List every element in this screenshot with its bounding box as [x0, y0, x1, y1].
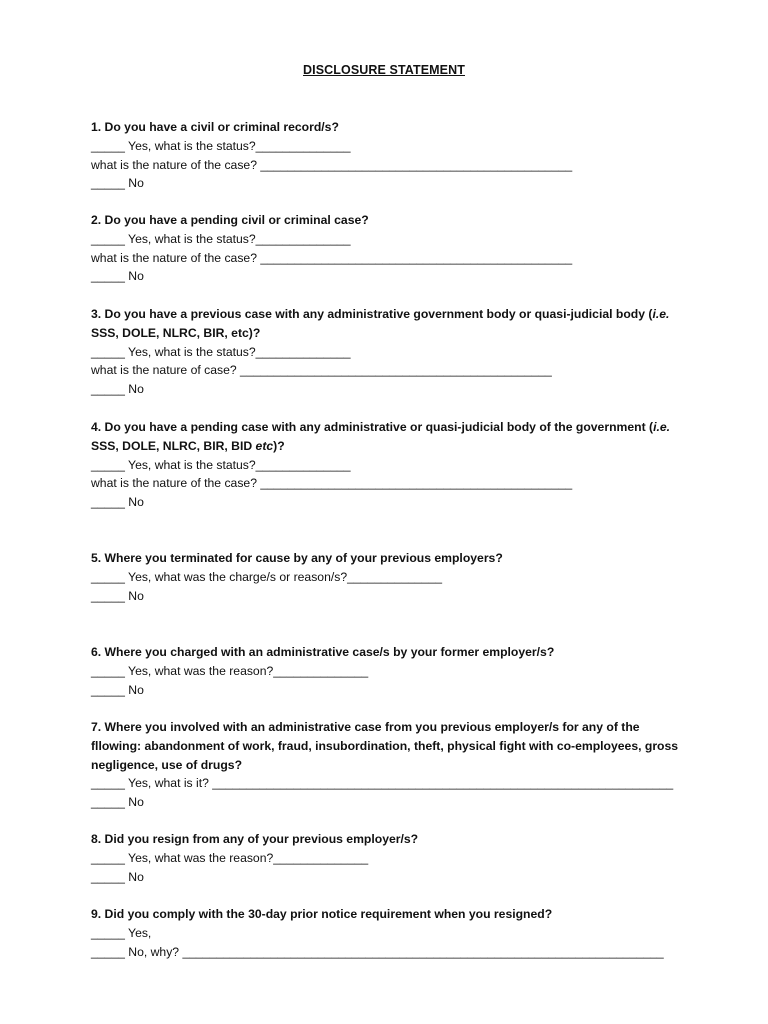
question-text-line-3: negligence, use of drugs?	[91, 757, 243, 772]
question-text: 6. Where you charged with an administrative case/s by your former employer/s?	[91, 645, 555, 659]
answer-no-line: _____ No	[91, 176, 144, 191]
question-7	[91, 718, 691, 812]
question-text-italic: i.e.	[653, 420, 671, 434]
question-text-italic: i.e.	[652, 307, 670, 321]
question-3	[91, 305, 691, 399]
question-text-line-2: fllowing: abandonment of work, fraud, insubordination, theft, physical fight with co-employees, gross	[91, 738, 679, 753]
question-text-italic: etc	[255, 438, 274, 453]
question-2	[91, 211, 691, 286]
question-9	[91, 905, 691, 961]
question-text-line-2: SSS, DOLE, NLRC, BIR, etc)?	[91, 325, 261, 340]
question-4	[91, 418, 691, 512]
answer-no-line: _____ No	[91, 382, 144, 397]
question-text-line-2	[91, 437, 691, 456]
answer-yes-line: _____ Yes, what was the reason?______________	[91, 850, 369, 865]
answer-yes-line: _____ Yes, what was the charge/s or reason/s?______________	[91, 569, 442, 584]
question-text: 8. Did you resign from any of your previous employer/s?	[91, 832, 419, 846]
answer-no-line: _____ No	[91, 495, 144, 510]
answer-yes-line: _____ Yes,	[91, 925, 152, 940]
question-text-part: 3. Do you have a previous case with any administrative government body or quasi-judicial body (	[91, 307, 653, 321]
answer-yes-line: _____ Yes, what was the reason?______________	[91, 663, 369, 678]
question-text-part: SSS, DOLE, NLRC, BIR, BID	[91, 438, 256, 453]
answer-yes-line: _____ Yes, what is the status?______________	[91, 457, 351, 472]
nature-of-case-line: what is the nature of the case? ______________________________________________	[91, 476, 573, 491]
answer-yes-line: _____ Yes, what is the status?______________	[91, 138, 351, 153]
answer-no-line: _____ No	[91, 269, 144, 284]
question-text-line-1	[91, 418, 691, 437]
question-8	[91, 830, 691, 886]
question-text-part: 4. Do you have a pending case with any administrative or quasi-judicial body of the government (	[91, 420, 654, 434]
answer-no-line: _____ No	[91, 869, 144, 884]
question-6	[91, 643, 691, 699]
question-text-line-1	[91, 305, 691, 324]
answer-yes-line: _____ Yes, what is the status?______________	[91, 344, 351, 359]
answer-yes-line: _____ Yes, what is it? ____________________________________________________________________	[91, 776, 674, 791]
question-text-part: )?	[273, 438, 285, 453]
question-text: 5. Where you terminated for cause by any of your previous employers?	[91, 551, 503, 565]
nature-of-case-line: what is the nature of the case? ______________________________________________	[91, 157, 573, 172]
nature-of-case-line: what is the nature of case? ______________________________________________	[91, 363, 552, 378]
question-text-line-1: 7. Where you involved with an administrative case from you previous employer/s for any of the	[91, 720, 640, 734]
document-title: DISCLOSURE STATEMENT	[303, 63, 465, 77]
question-text: 1. Do you have a civil or criminal record/s?	[91, 120, 339, 134]
answer-no-line: _____ No	[91, 682, 144, 697]
answer-no-line: _____ No	[91, 588, 144, 603]
answer-yes-line: _____ Yes, what is the status?______________	[91, 231, 351, 246]
question-1	[91, 118, 691, 193]
nature-of-case-line: what is the nature of the case? ______________________________________________	[91, 250, 573, 265]
question-5	[91, 549, 691, 605]
answer-no-line: _____ No, why? _______________________________________________________________________	[91, 944, 664, 959]
question-text: 9. Did you comply with the 30-day prior notice requirement when you resigned?	[91, 907, 553, 921]
answer-no-line: _____ No	[91, 795, 144, 810]
question-text: 2. Do you have a pending civil or criminal case?	[91, 213, 369, 227]
